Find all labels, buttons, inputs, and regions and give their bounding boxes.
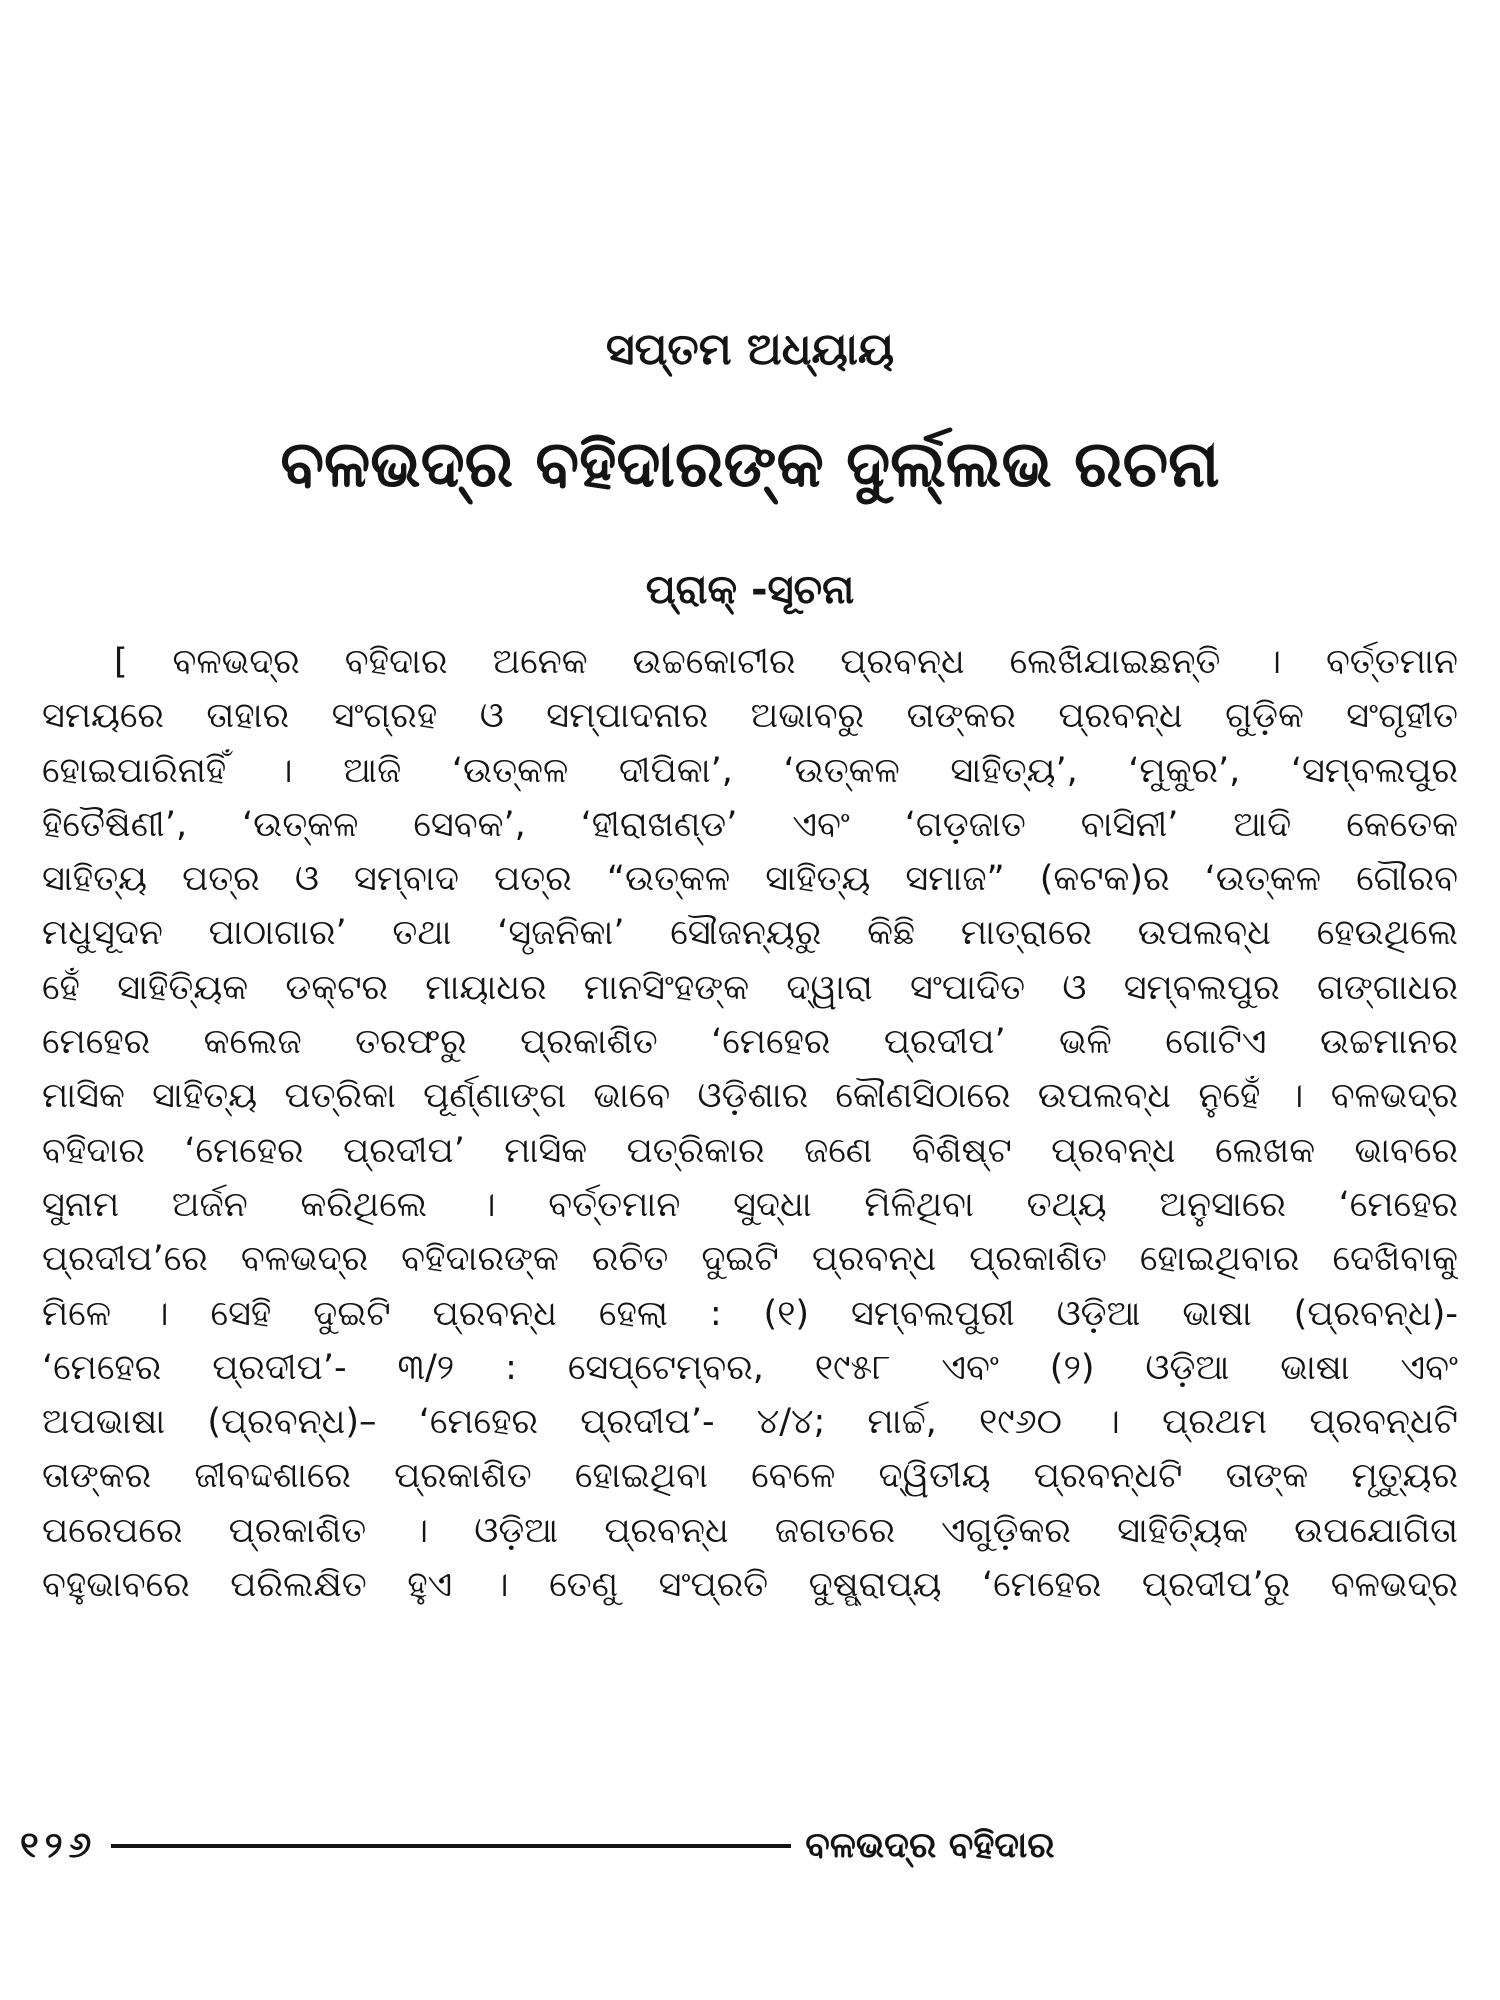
text-line: ‘ମେହେର ପ୍ରଦୀପ’- ୩/୨ : ସେପ୍ଟେମ୍ବର, ୧୯୫୮ ଏବଂ (୨) ଓଡ଼ିଆ ଭାଷା ଏବଂ: [42, 1347, 1458, 1388]
text-line: ମାସିକ ସାହିତ୍ୟ ପତ୍ରିକା ପୂର୍ଣ୍ଣାଙ୍ଗ ଭାବେ ଓଡ଼ିଶାର କୌଣସିଠାରେ ଉପଲବ୍ଧ ନୁହେଁ । ବଳଭଦ୍ର: [42, 1076, 1458, 1117]
text-line: ବହୁଭାବରେ ପରିଲକ୍ଷିତ ହୁଏ । ତେଣୁ ସଂପ୍ରତି ଦୁଷ୍ପ୍ରାପ୍ୟ ‘ମେହେର ପ୍ରଦୀପ’ରୁ ବଳଭଦ୍ର: [42, 1565, 1458, 1606]
text-line: ସାହିତ୍ୟ ପତ୍ର ଓ ସମ୍ବାଦ ପତ୍ର “ଉତ୍କଳ ସାହିତ୍ୟ ସମାଜ” (କଟକ)ର ‘ଉତ୍କଳ ଗୌରବ: [42, 859, 1458, 900]
text-line: ମିଳେ । ସେହି ଦୁଇଟି ପ୍ରବନ୍ଧ ହେଲା : (୧) ସମ୍ବଲପୁରୀ ଓଡ଼ିଆ ଭାଷା (ପ୍ରବନ୍ଧ)-: [42, 1293, 1458, 1334]
footer-rule: [111, 1844, 791, 1848]
text-line: ସମୟରେ ତାହାର ସଂଗ୍ରହ ଓ ସମ୍ପାଦନାର ଅଭାବରୁ ତାଙ୍କର ପ୍ରବନ୍ଧ ଗୁଡ଼ିକ ସଂଗୃହୀତ: [42, 696, 1458, 737]
text-line: ମଧୁସୂଦନ ପାଠାଗାର’ ତଥା ‘ସୃଜନିକା’ ସୌଜନ୍ୟରୁ କିଛି ମାତ୍ରାରେ ଉପଲବ୍ଧ ହେଉଥିଲେ: [42, 913, 1458, 954]
text-line: ହେଁ ସାହିତ୍ୟିକ ଡକ୍ଟର ମାୟାଧର ମାନସିଂହଙ୍କ ଦ୍ୱାରା ସଂପାଦିତ ଓ ସମ୍ବଲପୁର ଗଙ୍ଗାଧର: [42, 967, 1458, 1008]
text-line: ହିତୈଷିଣୀ’, ‘ଉତ୍କଳ ସେବକ’, ‘ହୀରାଖଣ୍ଡ’ ଏବଂ ‘ଗଡ଼ଜାତ ବାସିନୀ’ ଆଦି କେତେକ: [42, 804, 1458, 845]
page-number: ୧୨୬: [20, 1825, 98, 1866]
text-line: ପ୍ରଦୀପ’ରେ ବଳଭଦ୍ର ବହିଦାରଙ୍କ ରଚିତ ଦୁଇଟି ପ୍ରବନ୍ଧ ପ୍ରକାଶିତ ହୋଇଥିବାର ଦେଖିବାକୁ: [42, 1239, 1458, 1280]
text-line: ପରେପରେ ପ୍ରକାଶିତ । ଓଡ଼ିଆ ପ୍ରବନ୍ଧ ଜଗତରେ ଏଗୁଡ଼ିକର ସାହିତ୍ୟିକ ଉପଯୋଗିତା: [42, 1510, 1458, 1551]
text-line: ମେହେର କଲେଜ ତରଫରୁ ପ୍ରକାଶିତ ‘ମେହେର ପ୍ରଦୀପ’ ଭଳି ଗୋଟିଏ ଉଚ୍ଚମାନର: [42, 1022, 1458, 1063]
text-line: ବହିଦାର ‘ମେହେର ପ୍ରଦୀପ’ ମାସିକ ପତ୍ରିକାର ଜଣେ ବିଶିଷ୍ଟ ପ୍ରବନ୍ଧ ଲେଖକ ଭାବରେ: [42, 1130, 1458, 1171]
section-subtitle: ପ୍ରାକ୍ -ସୂଚନା: [645, 567, 855, 613]
page-title: ବଳଭଦ୍ର ବହିଦାରଙ୍କ ଦୁର୍ଲ୍ଲଭ ରଚନା: [280, 428, 1220, 502]
body-paragraph: [42, 635, 1458, 1612]
text-line: ତାଙ୍କର ଜୀବଦ୍ଦଶାରେ ପ୍ରକାଶିତ ହୋଇଥିବା ବେଳେ ଦ୍ୱିତୀୟ ପ୍ରବନ୍ଧଟି ତାଙ୍କ ମୃତ୍ୟୁର: [42, 1456, 1458, 1497]
text-line: ଅପଭାଷା (ପ୍ରବନ୍ଧ)– ‘ମେହେର ପ୍ରଦୀପ’- ୪/୪; ମାର୍ଚ୍ଚ, ୧୯୬୦ । ପ୍ରଥମ ପ୍ରବନ୍ଧଟି: [42, 1402, 1458, 1443]
text-line: ସୁନାମ ଅର୍ଜନ କରିଥିଲେ । ବର୍ତ୍ତମାନ ସୁଦ୍ଧା ମିଳିଥିବା ତଥ୍ୟ ଅନୁସାରେ ‘ମେହେର: [42, 1184, 1458, 1225]
text-line: ହୋଇପାରିନାହିଁ । ଆଜି ‘ଉତ୍କଳ ଦୀପିକା’, ‘ଉତ୍କଳ ସାହିତ୍ୟ’, ‘ମୁକୁର’, ‘ସମ୍ବଲପୁର: [42, 750, 1458, 791]
running-title: ବଳଭଦ୍ର ବହିଦାର: [805, 1825, 1055, 1866]
text-line: [ ବଳଭଦ୍ର ବହିଦାର ଅନେକ ଉଚ୍ଚକୋଟୀର ପ୍ରବନ୍ଧ ଲେଖିଯାଇଛନ୍ତି । ବର୍ତ୍ତମାନ: [114, 642, 1458, 682]
page-footer: [20, 1818, 1120, 1874]
chapter-heading: ସପ୍ତମ ଅଧ୍ୟାୟ: [605, 324, 895, 375]
